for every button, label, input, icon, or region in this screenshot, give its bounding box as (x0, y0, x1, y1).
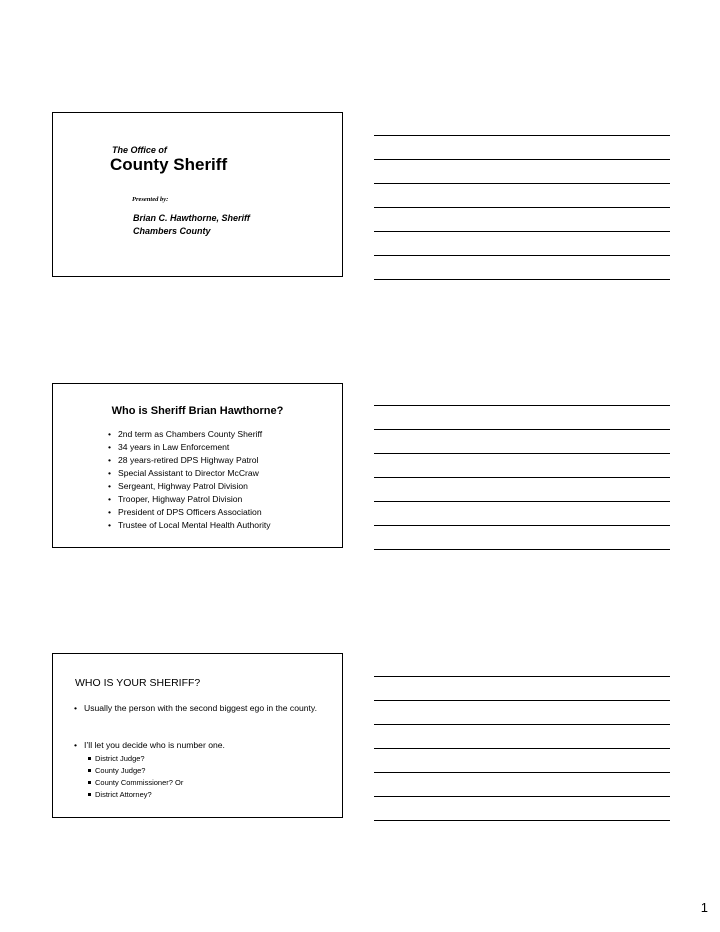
note-line (374, 796, 670, 797)
list-item-text: Sergeant, Highway Patrol Division (118, 481, 248, 491)
sub-list-item-text: District Judge? (95, 754, 145, 763)
list-item (108, 519, 271, 532)
bullet-icon: • (108, 507, 112, 517)
sub-list-item (88, 765, 334, 777)
square-bullet-icon (88, 757, 91, 760)
note-line (374, 159, 670, 160)
bullet-icon: • (108, 520, 112, 530)
list-item (108, 467, 271, 480)
list-item-text: Special Assistant to Director McCraw (118, 468, 259, 478)
note-line (374, 429, 670, 430)
note-line (374, 477, 670, 478)
note-line (374, 525, 670, 526)
list-item-text: I’ll let you decide who is number one. (84, 740, 225, 750)
note-line (374, 405, 670, 406)
list-item-text: President of DPS Officers Association (118, 507, 262, 517)
note-line (374, 501, 670, 502)
note-line (374, 772, 670, 773)
slide-2 (52, 383, 343, 548)
sub-list-item-text: County Judge? (95, 766, 146, 775)
slide-title: County Sheriff (110, 155, 228, 174)
note-line (374, 820, 670, 821)
bullet-list (108, 428, 271, 532)
sub-list-item (88, 777, 334, 789)
note-line (374, 135, 670, 136)
bullet-icon: • (108, 494, 112, 504)
page-number: 1 (700, 900, 708, 915)
bullet-icon: • (108, 442, 112, 452)
sub-list-item-text: County Commissioner? Or (95, 778, 184, 787)
bullet-icon: • (108, 455, 112, 465)
notes-lines-2 (374, 405, 670, 573)
notes-lines-3 (374, 676, 670, 844)
bullet-icon: • (108, 429, 112, 439)
square-bullet-icon (88, 769, 91, 772)
note-line (374, 183, 670, 184)
presented-by-label: Presented by: (132, 196, 169, 203)
bullet-icon: • (108, 468, 112, 478)
list-item-text: 28 years-retired DPS Highway Patrol (118, 455, 259, 465)
sub-list-item (88, 789, 334, 801)
list-item-text: Usually the person with the second biggest ego in the county. (84, 703, 317, 713)
bullet-icon: • (74, 740, 78, 750)
sub-list-item (88, 753, 334, 765)
slide-title: Who is Sheriff Brian Hawthorne? (111, 405, 284, 417)
note-line (374, 748, 670, 749)
note-line (374, 676, 670, 677)
list-item-text: Trooper, Highway Patrol Division (118, 494, 243, 504)
sub-bullet-list (88, 753, 334, 801)
presenter-county: Chambers County (133, 226, 211, 236)
list-item-text: 2nd term as Chambers County Sheriff (118, 429, 263, 439)
list-item-text: 34 years in Law Enforcement (118, 442, 230, 452)
list-item (108, 493, 271, 506)
slide-1 (52, 112, 343, 277)
note-line (374, 255, 670, 256)
presenter-name: Brian C. Hawthorne, Sheriff (133, 213, 250, 223)
note-line (374, 700, 670, 701)
note-line (374, 207, 670, 208)
bullet-block (74, 739, 334, 801)
notes-lines-1 (374, 135, 670, 303)
note-line (374, 279, 670, 280)
note-line (374, 549, 670, 550)
bullet-icon: • (108, 481, 112, 491)
bullet-block (74, 702, 334, 714)
list-item (108, 480, 271, 493)
sub-list-item-text: District Attorney? (95, 790, 152, 799)
list-item-text: Trustee of Local Mental Health Authority (118, 520, 271, 530)
note-line (374, 231, 670, 232)
office-label: The Office of (112, 145, 167, 155)
slide-3 (52, 653, 343, 818)
presenter-block (133, 212, 250, 238)
list-item (108, 441, 271, 454)
list-item (108, 506, 271, 519)
slide-title: WHO IS YOUR SHERIFF? (75, 677, 201, 689)
list-item (108, 428, 271, 441)
list-item (108, 454, 271, 467)
note-line (374, 724, 670, 725)
list-item (74, 702, 334, 714)
list-item (74, 739, 334, 751)
bullet-icon: • (74, 703, 78, 713)
square-bullet-icon (88, 793, 91, 796)
note-line (374, 453, 670, 454)
square-bullet-icon (88, 781, 91, 784)
